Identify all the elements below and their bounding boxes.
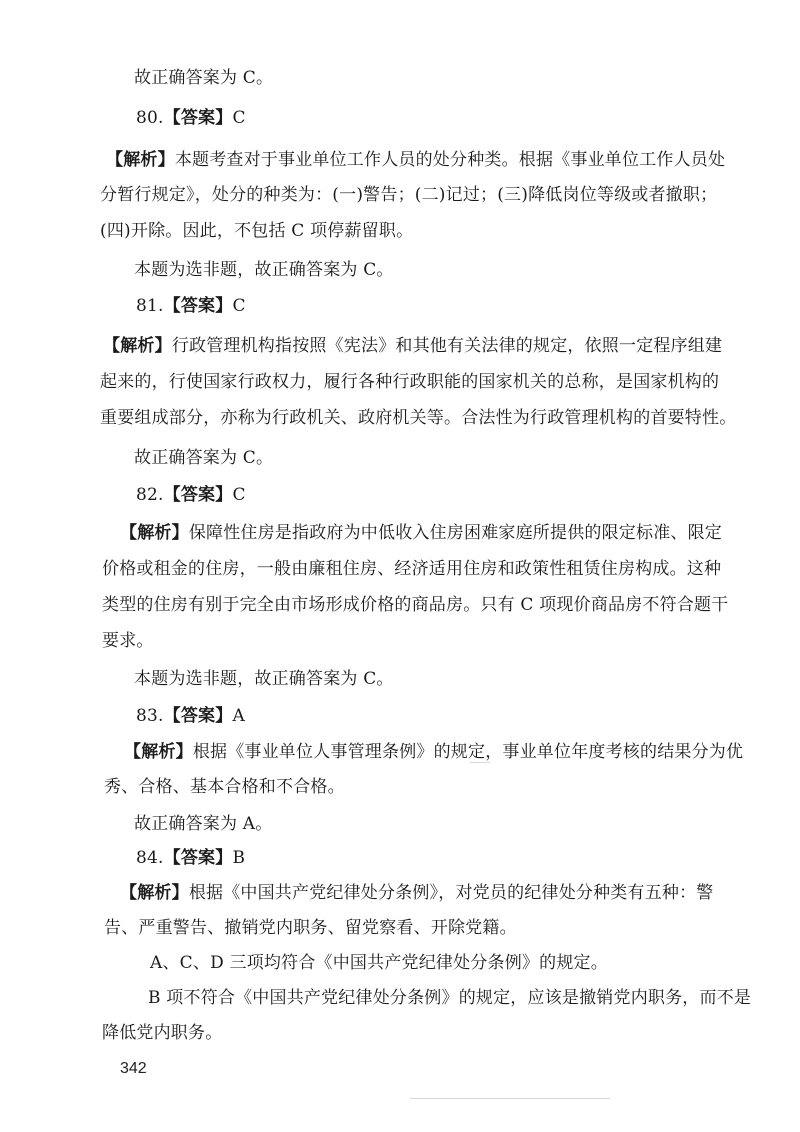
analysis-line: 重要组成部分，亦称为行政机关、政府机关等。合法性为行政管理机构的首要特性。 — [100, 408, 737, 428]
answer-letter: A — [232, 706, 245, 726]
analysis-line — [124, 740, 743, 764]
analysis-line: 起来的，行使国家行政权力，履行各种行政职能的国家机关的总称，是国家机构的 — [100, 372, 720, 392]
question-number: 82. — [136, 485, 164, 505]
answer-letter: B — [232, 848, 246, 868]
answer-line: 故正确答案为 A。 — [134, 814, 273, 834]
paragraph-line: 降低党内职务。 — [102, 1023, 223, 1043]
answer-tag: 【答案】 — [163, 296, 233, 316]
analysis-line: 秀、合格、基本合格和不合格。 — [104, 777, 345, 797]
scan-artifact — [410, 1098, 610, 1099]
answer-tag: 【答案】 — [163, 485, 233, 505]
scan-artifact — [470, 762, 490, 763]
analysis-line — [120, 521, 722, 545]
answer-tag: 【答案】 — [163, 848, 233, 868]
answer-line: 本题为选非题，故正确答案为 C。 — [134, 260, 394, 280]
answer-tag: 【答案】 — [163, 706, 233, 726]
analysis-line: 类型的住房有别于完全由市场形成价格的商品房。只有 C 项现价商品房不符合题干 — [102, 595, 729, 615]
question-83-header — [136, 704, 245, 728]
analysis-tag: 【解析】 — [106, 150, 175, 170]
question-84-header — [136, 846, 245, 870]
paragraph-line: B 项不符合《中国共产党纪律处分条例》的规定，应该是撤销党内职务，而不是 — [148, 988, 752, 1008]
question-number: 80. — [136, 108, 164, 128]
analysis-line: 分暂行规定》，处分的种类为：(一)警告；(二)记过；(三)降低岗位等级或者撤职； — [100, 185, 718, 205]
answer-letter: C — [232, 108, 246, 128]
answer-line: 本题为选非题，故正确答案为 C。 — [134, 669, 394, 689]
question-number: 84. — [136, 848, 164, 868]
analysis-text: 行政管理机构指按照《宪法》和其他有关法律的规定，依照一定程序组建 — [171, 336, 723, 356]
answer-letter: C — [232, 485, 246, 505]
answer-line: 故正确答案为 C。 — [134, 448, 274, 468]
analysis-line: 告、严重警告、撤销党内职务、留党察看、开除党籍。 — [104, 918, 517, 938]
page-number: 342 — [120, 1060, 147, 1077]
analysis-tag: 【解析】 — [120, 523, 189, 543]
analysis-line — [120, 881, 714, 905]
analysis-tag: 【解析】 — [120, 883, 189, 903]
analysis-tag: 【解析】 — [103, 336, 172, 356]
analysis-line: 要求。 — [102, 631, 154, 651]
analysis-line: (四)开除。因此，不包括 C 项停薪留职。 — [100, 221, 414, 241]
analysis-line: 价格或租金的住房，一般由廉租住房、经济适用住房和政策性租赁住房构成。这种 — [102, 559, 722, 579]
answer-line: A、C、D 三项均符合《中国共产党纪律处分条例》的规定。 — [150, 953, 608, 973]
analysis-text: 根据《中国共产党纪律处分条例》，对党员的纪律处分种类有五种：警 — [188, 883, 714, 903]
analysis-text: 保障性住房是指政府为中低收入住房困难家庭所提供的限定标准、限定 — [188, 523, 723, 543]
answer-line: 故正确答案为 C。 — [134, 68, 274, 88]
question-80-header — [136, 106, 246, 130]
answer-letter: C — [232, 296, 246, 316]
question-82-header — [136, 483, 246, 507]
answer-tag: 【答案】 — [163, 108, 233, 128]
analysis-tag: 【解析】 — [124, 742, 193, 762]
question-number: 81. — [136, 296, 164, 316]
analysis-text: 本题考查对于事业单位工作人员的处分种类。根据《事业单位工作人员处 — [174, 150, 726, 170]
analysis-line — [103, 334, 722, 358]
analysis-text: 根据《事业单位人事管理条例》的规定，事业单位年度考核的结果分为优 — [192, 742, 744, 762]
question-81-header — [136, 294, 246, 318]
question-number: 83. — [136, 706, 164, 726]
analysis-line — [106, 148, 725, 172]
